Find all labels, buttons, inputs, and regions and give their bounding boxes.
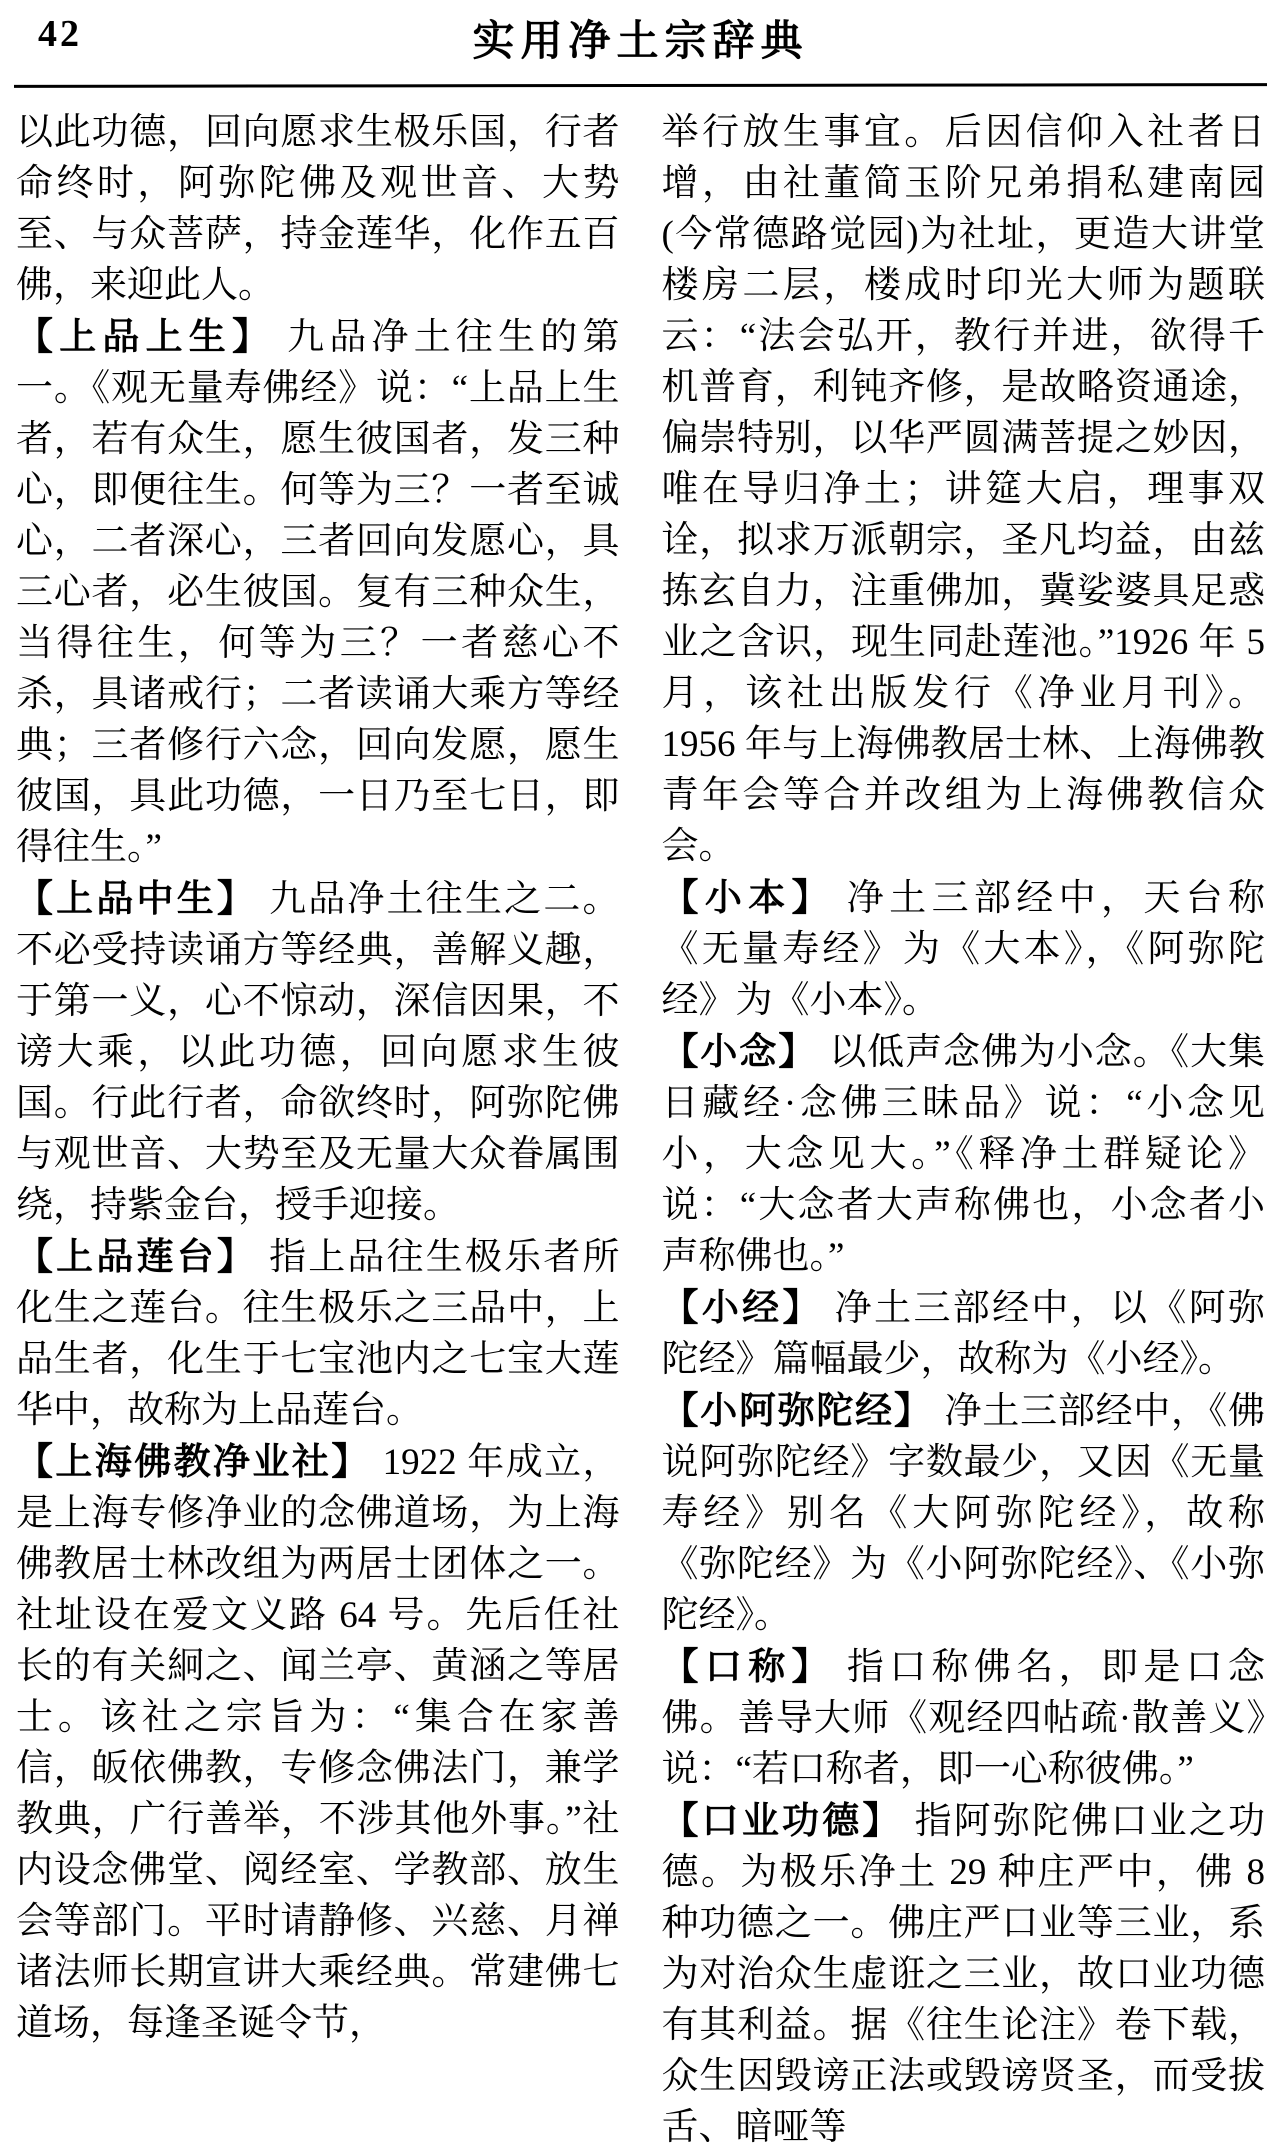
entry-headword: 【小本】 <box>661 877 835 918</box>
entry-headword: 【上品莲台】 <box>16 1236 258 1277</box>
entry-block <box>16 311 620 873</box>
entry-text: 1922 年成立，是上海专修净业的念佛道场，为上海佛教居士林改组为两居士团体之一。社址设在爱文义路 64 号。先后任社长的有关絅之、闻兰亭、黄涵之等居士。该社之宗旨为：“集合在家善信，皈依佛教，专修念佛法门，兼学教典，广行善举，不涉其他外事。”社内设念佛堂、阅经室、学教部、放生会等部门。平时请静修、兴慈、月禅诸法师长期宣讲大乘经典。常建佛七道场，每逢圣诞令节， <box>16 1442 620 2044</box>
left-column <box>16 107 620 2153</box>
text-columns <box>12 107 1269 2153</box>
entry-text: 九品净土往生之二。不必受持读诵方等经典，善解义趣，于第一义，心不惊动，深信因果，不谤大乘，以此功德，回向愿求生彼国。行此行者，命欲终时，阿弥陀佛与观世音、大势至及无量大众眷属围绕，持紫金台，授手迎接。 <box>16 879 620 1226</box>
entry-text: 净土三部经中，天台称《无量寿经》为《大本》，《阿弥陀经》为《小本》。 <box>661 878 1266 1021</box>
entry-block <box>16 1231 620 1436</box>
entry-block <box>662 1282 1266 1385</box>
entry-headword: 【小经】 <box>661 1287 823 1328</box>
header-rule <box>14 83 1267 88</box>
entry-block <box>662 1641 1266 1795</box>
entry-headword: 【上品上生】 <box>16 316 276 357</box>
entry-headword: 【上品中生】 <box>16 878 258 919</box>
entry-text: 净土三部经中，《佛说阿弥陀经》字数最少，又因《无量寿经》别名《大阿弥陀经》，故称《弥陀经》为《小阿弥陀经》、《小弥陀经》。 <box>661 1391 1266 1636</box>
entry-block <box>662 1795 1266 2153</box>
entry-headword: 【口业功德】 <box>661 1800 903 1841</box>
right-column <box>662 107 1266 2153</box>
page-header <box>12 8 1269 70</box>
entry-text: 以此功德，回向愿求生极乐国，行者命终时，阿弥陀佛及观世音、大势至、与众菩萨，持金莲华，化作五百佛，来迎此人。 <box>16 112 620 306</box>
entry-block <box>662 1385 1266 1641</box>
entry-text: 以低声念佛为小念。《大集日藏经·念佛三昧品》说：“小念见小，大念见大。”《释净土群疑论》说：“大念者大声称佛也，小念者小声称佛也。” <box>661 1032 1266 1277</box>
entry-text: 净土三部经中，以《阿弥陀经》篇幅最少，故称为《小经》。 <box>661 1288 1266 1380</box>
entry-headword: 【上海佛教净业社】 <box>16 1441 371 1482</box>
entry-block <box>662 1026 1266 1282</box>
page-title: 实用净土宗辞典 <box>472 19 809 65</box>
entry-headword: 【小念】 <box>661 1031 818 1072</box>
entry-block <box>16 1436 620 2049</box>
entry-headword: 【口称】 <box>661 1646 835 1687</box>
entry-text: 指上品往生极乐者所化生之莲台。往生极乐之三品中，上品生者，化生于七宝池内之七宝大莲华中，故称为上品莲台。 <box>16 1237 620 1431</box>
entry-block <box>662 872 1266 1026</box>
entry-text: 指阿弥陀佛口业之功德。为极乐净土 29 种庄严中，佛 8 种功德之一。佛庄严口业等三业，系为对治众生虚诳之三业，故口业功德有其利益。据《往生论注》卷下载，众生因毁谤正法或毁谤贤圣，而受拔舌、暗哑等 <box>661 1801 1266 2148</box>
continuation-block <box>662 107 1266 872</box>
page-number: 42 <box>38 13 82 55</box>
entry-text: 举行放生事宜。后因信仰入社者日增，由社董简玉阶兄弟捐私建南园(今常德路觉园)为社址，更造大讲堂楼房二层，楼成时印光大师为题联云：“法会弘开，教行并进，欲得千机普育，利钝齐修，是故略资通途，偏崇特别，以华严圆满菩提之妙因，唯在导归净土；讲筵大启，理事双诠，拟求万派朝宗，圣凡均益，由兹拣玄自力，注重佛加，冀娑婆具足惑业之含识，现生同赴莲池。”1926 年 5 月，该社出版发行《净业月刊》。1956 年与上海佛教居士林、上海佛教青年会等合并改组为上海佛教信众会。 <box>661 112 1265 867</box>
entry-block <box>16 873 620 1231</box>
entry-headword: 【小阿弥陀经】 <box>661 1390 933 1431</box>
entry-text: 九品净土往生的第一。《观无量寿佛经》说：“上品上生者，若有众生，愿生彼国者，发三种心，即便往生。何等为三？一者至诚心，二者深心，三者回向发愿心，具三心者，必生彼国。复有三种众生，当得往生，何等为三？一者慈心不杀，具诸戒行；二者读诵大乘方等经典；三者修行六念，回向发愿，愿生彼国，具此功德，一日乃至七日，即得往生。” <box>16 317 620 868</box>
continuation-block <box>16 107 620 311</box>
entry-text: 指口称佛名，即是口念佛。善导大师《观经四帖疏·散善义》说：“若口称者，即一心称彼佛。” <box>661 1647 1266 1790</box>
